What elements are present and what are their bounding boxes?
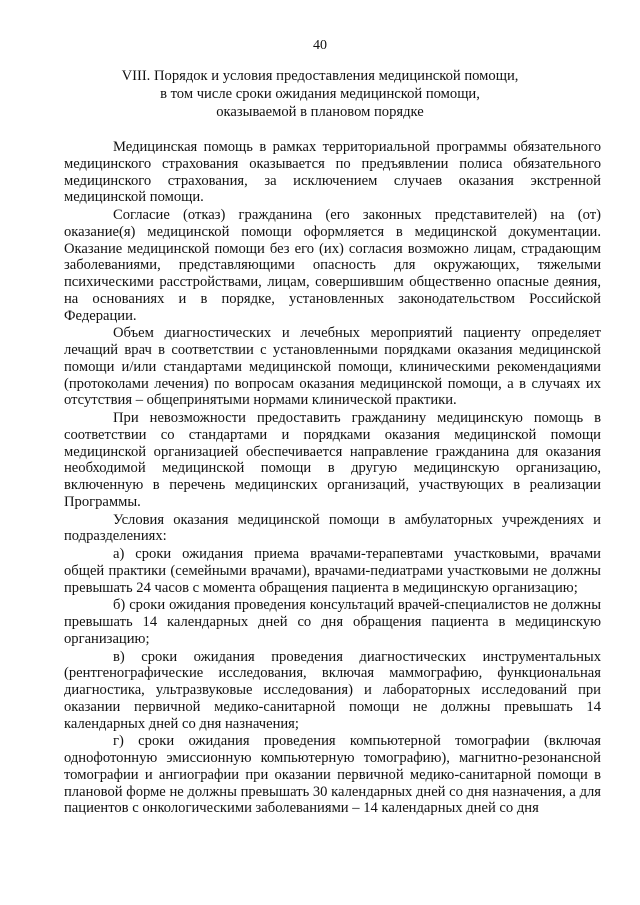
- heading-line-1: VIII. Порядок и условия предоставления медицинской помощи,: [121, 68, 519, 84]
- list-item-c: в) сроки ожидания проведения диагностических инструментальных (рентгенографические исследования, включая маммографию, функциональная диагностика, ультразвуковые исследования) и лабораторных исследований при оказании первичной медико-санитарной помощи не должны превышать 14 календарных дней со дня назначения;: [64, 648, 601, 732]
- paragraph-outpatient-conditions: Условия оказания медицинской помощи в амбулаторных учреждениях и подразделениях:: [64, 511, 601, 545]
- heading-line-3: оказываемой в плановом порядке: [216, 103, 424, 120]
- paragraph-consent: Согласие (отказ) гражданина (его законных представителей) на (от) оказание(я) медицинской помощи оформляется в медицинской документации. Оказание медицинской помощи без его (их) согласия возможно лицам, страдающим заболеваниями, представляющими опасность для окружающих, тяжелыми психическими расстройствами, лицам, совершившим общественно опасные деяния, на основаниях и в порядке, установленных законодательством Российской Федерации.: [64, 207, 601, 324]
- document-body: [64, 139, 601, 817]
- paragraph-oms-policy: Медицинская помощь в рамках территориальной программы обязательного медицинского страхования оказывается по предъявлении полиса обязательного медицинского страхования, за исключением случаев оказания экстренной медицинской помощи.: [64, 139, 601, 206]
- list-item-d: г) сроки ожидания проведения компьютерной томографии (включая однофотонную эмиссионную компьютерную томографию), магнитно-резонансной томографии и ангиографии при оказании первичной медико-санитарной помощи в плановой форме не должны превышать 30 календарных дней со дня назначения, а для пациентов с онкологическими заболеваниями – 14 календарных дней со дня: [64, 733, 601, 817]
- list-item-a: а) сроки ожидания приема врачами-терапевтами участковыми, врачами общей практики (семейными врачами), врачами-педиатрами участковыми не должны превышать 24 часов с момента обращения пациента в медицинскую организацию;: [64, 546, 601, 596]
- paragraph-referral: При невозможности предоставить гражданину медицинскую помощь в соответствии со стандартами и порядками оказания медицинской помощи медицинской организацией обеспечивается направление гражданина для оказания необходимой медицинской помощи в другую медицинскую организацию, включенную в перечень медицинских организаций, участвующих в реализации Программы.: [64, 410, 601, 510]
- list-item-b: б) сроки ожидания проведения консультаций врачей-специалистов не должны превышать 14 календарных дней со дня обращения пациента в медицинскую организацию;: [64, 597, 601, 647]
- page-number: 40: [313, 38, 327, 53]
- paragraph-scope-of-measures: Объем диагностических и лечебных мероприятий пациенту определяет лечащий врач в соответствии с установленными порядками оказания медицинской помощи и/или стандартами медицинской помощи, клиническими рекомендациями (протоколами лечения) по вопросам оказания медицинской помощи, а в случаях их отсутствия – общепринятыми нормами клинической практики.: [64, 325, 601, 409]
- heading-line-2: в том числе сроки ожидания медицинской помощи,: [160, 85, 480, 102]
- section-heading: [64, 68, 576, 121]
